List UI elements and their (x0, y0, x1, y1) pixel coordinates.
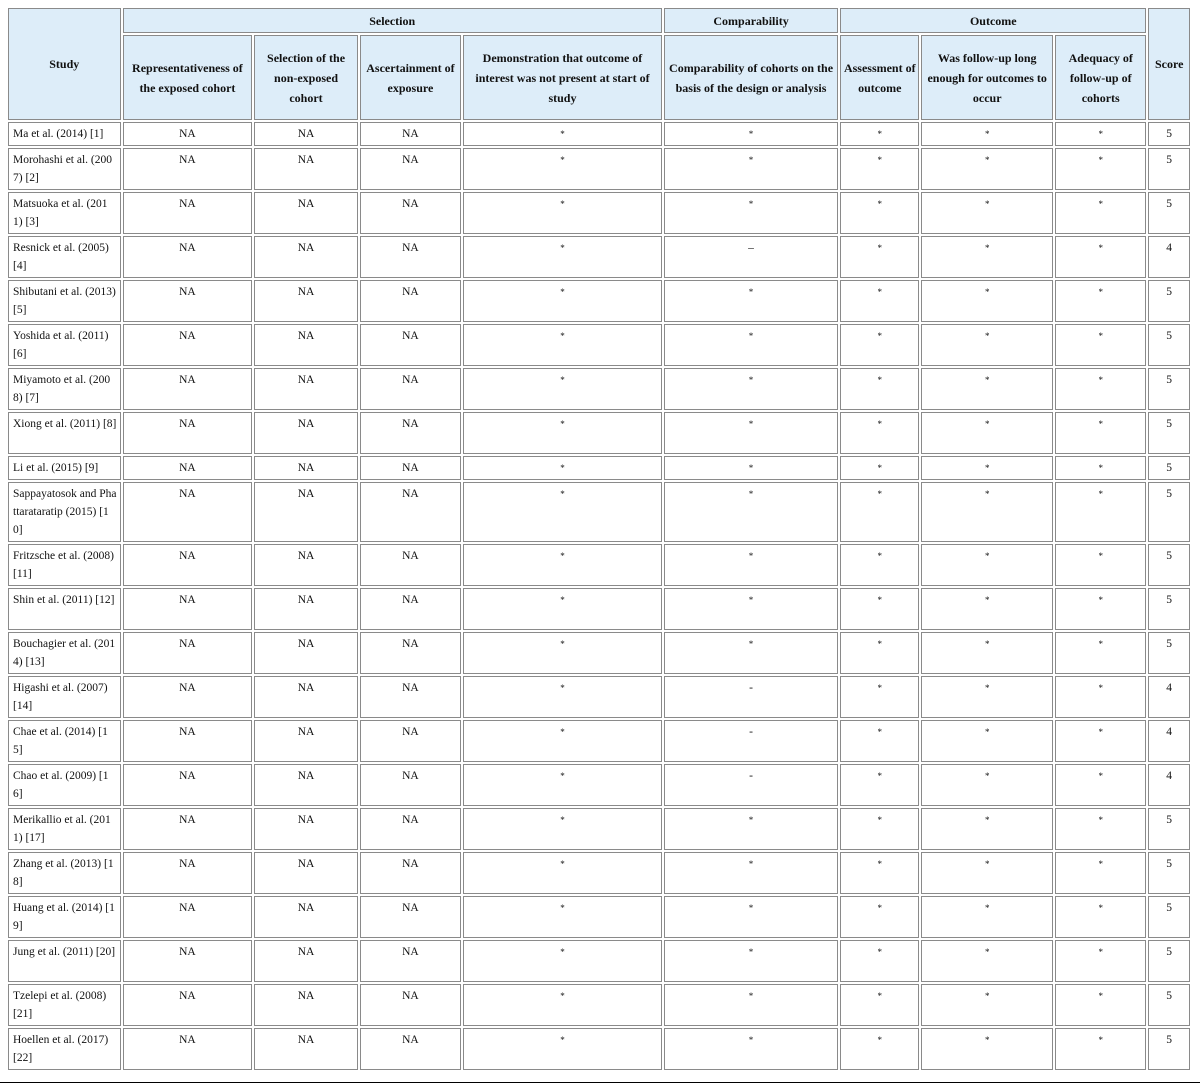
rating-cell: * (921, 280, 1053, 322)
rating-cell: NA (123, 984, 253, 1026)
study-cell: Ma et al. (2014) [1] (8, 122, 121, 146)
rating-cell: * (840, 236, 919, 278)
rating-cell: NA (123, 632, 253, 674)
rating-cell: * (463, 148, 662, 190)
rating-cell: * (463, 808, 662, 850)
rating-cell: * (1055, 368, 1146, 410)
rating-cell: NA (360, 148, 461, 190)
rating-cell: NA (123, 808, 253, 850)
rating-cell: * (463, 852, 662, 894)
rating-cell: NA (254, 632, 357, 674)
rating-cell: * (1055, 676, 1146, 718)
rating-cell: NA (123, 148, 253, 190)
rating-cell: NA (123, 482, 253, 542)
rating-cell: * (664, 368, 838, 410)
rating-cell: * (840, 192, 919, 234)
study-cell: Xiong et al. (2011) [8] (8, 412, 121, 454)
rating-cell: * (921, 676, 1053, 718)
score-cell: 5 (1148, 368, 1190, 410)
study-cell: Sappayatosok and Phattarataratip (2015) [10] (8, 482, 121, 542)
rating-cell: * (463, 122, 662, 146)
table-row (8, 544, 1190, 586)
rating-cell: * (664, 324, 838, 366)
score-cell: 5 (1148, 192, 1190, 234)
rating-cell: * (840, 456, 919, 480)
study-cell: Yoshida et al. (2011) [6] (8, 324, 121, 366)
rating-cell: * (1055, 148, 1146, 190)
score-cell: 5 (1148, 482, 1190, 542)
rating-cell: NA (254, 368, 357, 410)
rating-cell: NA (254, 482, 357, 542)
rating-cell: * (463, 236, 662, 278)
rating-cell: NA (360, 588, 461, 630)
study-cell: Shin et al. (2011) [12] (8, 588, 121, 630)
score-cell: 5 (1148, 280, 1190, 322)
table-row (8, 148, 1190, 190)
rating-cell: * (664, 148, 838, 190)
selection-group-header: Selection (123, 8, 662, 33)
score-cell: 5 (1148, 412, 1190, 454)
table-row (8, 808, 1190, 850)
rating-cell: NA (360, 544, 461, 586)
rating-cell: * (840, 324, 919, 366)
criterion-header-outcome-not-present: Demonstration that outcome of interest was not present at start of study (463, 35, 662, 120)
criterion-header-non-exposed-selection: Selection of the non-exposed cohort (254, 35, 357, 120)
rating-cell: * (664, 192, 838, 234)
study-cell: Higashi et al. (2007) [14] (8, 676, 121, 718)
rating-cell: NA (254, 676, 357, 718)
rating-cell: NA (123, 412, 253, 454)
study-cell: Hoellen et al. (2017) [22] (8, 1028, 121, 1070)
study-cell: Bouchagier et al. (2014) [13] (8, 632, 121, 674)
rating-cell: * (1055, 764, 1146, 806)
rating-cell: NA (254, 808, 357, 850)
score-cell: 4 (1148, 236, 1190, 278)
rating-cell: * (463, 764, 662, 806)
criterion-header-follow-up-length: Was follow-up long enough for outcomes to occur (921, 35, 1053, 120)
rating-cell: NA (254, 456, 357, 480)
rating-cell: NA (123, 280, 253, 322)
rating-cell: * (840, 412, 919, 454)
study-cell: Tzelepi et al. (2008) [21] (8, 984, 121, 1026)
rating-cell: * (840, 280, 919, 322)
table-row (8, 852, 1190, 894)
rating-cell: * (921, 544, 1053, 586)
score-column-header: Score (1148, 8, 1190, 120)
rating-cell: * (1055, 808, 1146, 850)
table-bottom-rule (0, 1082, 1200, 1083)
rating-cell: * (921, 764, 1053, 806)
table-row (8, 764, 1190, 806)
table-row (8, 412, 1190, 454)
rating-cell: * (463, 456, 662, 480)
study-cell: Zhang et al. (2013) [18] (8, 852, 121, 894)
rating-cell: * (664, 456, 838, 480)
rating-cell: * (1055, 984, 1146, 1026)
rating-cell: NA (360, 676, 461, 718)
study-cell: Matsuoka et al. (2011) [3] (8, 192, 121, 234)
rating-cell: - (664, 764, 838, 806)
rating-cell: NA (123, 236, 253, 278)
rating-cell: NA (123, 324, 253, 366)
rating-cell: NA (360, 720, 461, 762)
rating-cell: * (463, 984, 662, 1026)
rating-cell: * (463, 324, 662, 366)
rating-cell: * (921, 122, 1053, 146)
rating-cell: * (1055, 720, 1146, 762)
score-cell: 5 (1148, 148, 1190, 190)
rating-cell: NA (123, 720, 253, 762)
score-cell: 5 (1148, 588, 1190, 630)
rating-cell: * (921, 368, 1053, 410)
rating-cell: NA (123, 588, 253, 630)
rating-cell: NA (360, 1028, 461, 1070)
rating-cell: NA (360, 280, 461, 322)
rating-cell: * (921, 896, 1053, 938)
rating-cell: NA (360, 412, 461, 454)
rating-cell: * (921, 236, 1053, 278)
criterion-header-outcome-assessment: Assessment of outcome (840, 35, 919, 120)
rating-cell: * (921, 588, 1053, 630)
rating-cell: * (1055, 192, 1146, 234)
rating-cell: NA (360, 852, 461, 894)
rating-cell: NA (123, 896, 253, 938)
rating-cell: * (840, 808, 919, 850)
study-cell: Miyamoto et al. (2008) [7] (8, 368, 121, 410)
rating-cell: * (664, 544, 838, 586)
rating-cell: * (840, 588, 919, 630)
table-row (8, 482, 1190, 542)
rating-cell: * (921, 940, 1053, 982)
rating-cell: * (840, 148, 919, 190)
rating-cell: * (840, 368, 919, 410)
criterion-header-exposure-ascertainment: Ascertainment of exposure (360, 35, 461, 120)
score-cell: 4 (1148, 676, 1190, 718)
rating-cell: * (921, 720, 1053, 762)
rating-cell: * (840, 896, 919, 938)
study-cell: Fritzsche et al. (2008) [11] (8, 544, 121, 586)
rating-cell: * (921, 456, 1053, 480)
rating-cell: – (664, 236, 838, 278)
table-row (8, 676, 1190, 718)
rating-cell: * (921, 148, 1053, 190)
criterion-header-follow-up-adequacy: Adequacy of follow-up of cohorts (1055, 35, 1146, 120)
rating-cell: NA (254, 896, 357, 938)
rating-cell: * (921, 412, 1053, 454)
rating-cell: * (1055, 412, 1146, 454)
rating-cell: * (664, 122, 838, 146)
rating-cell: * (921, 324, 1053, 366)
rating-cell: * (1055, 324, 1146, 366)
table-row (8, 122, 1190, 146)
rating-cell: * (664, 632, 838, 674)
study-cell: Chao et al. (2009) [16] (8, 764, 121, 806)
table-row (8, 632, 1190, 674)
header-group-row (8, 8, 1190, 33)
rating-cell: NA (254, 412, 357, 454)
rating-cell: NA (123, 456, 253, 480)
rating-cell: * (1055, 1028, 1146, 1070)
study-cell: Huang et al. (2014) [19] (8, 896, 121, 938)
rating-cell: * (921, 984, 1053, 1026)
rating-cell: * (921, 852, 1053, 894)
rating-cell: NA (254, 852, 357, 894)
outcome-group-header: Outcome (840, 8, 1146, 33)
rating-cell: * (664, 808, 838, 850)
rating-cell: * (463, 482, 662, 542)
rating-cell: - (664, 676, 838, 718)
study-cell: Merikallio et al. (2011) [17] (8, 808, 121, 850)
rating-cell: NA (360, 192, 461, 234)
rating-cell: * (840, 122, 919, 146)
rating-cell: * (463, 940, 662, 982)
rating-cell: * (840, 720, 919, 762)
rating-cell: * (921, 632, 1053, 674)
rating-cell: * (840, 764, 919, 806)
rating-cell: NA (254, 588, 357, 630)
rating-cell: * (1055, 482, 1146, 542)
criterion-header-comparability: Comparability of cohorts on the basis of the design or analysis (664, 35, 838, 120)
rating-cell: NA (123, 852, 253, 894)
score-cell: 5 (1148, 896, 1190, 938)
rating-cell: NA (123, 764, 253, 806)
table-row (8, 324, 1190, 366)
rating-cell: * (664, 588, 838, 630)
rating-cell: NA (123, 368, 253, 410)
score-cell: 5 (1148, 852, 1190, 894)
rating-cell: * (664, 412, 838, 454)
study-cell: Jung et al. (2011) [20] (8, 940, 121, 982)
study-cell: Shibutani et al. (2013) [5] (8, 280, 121, 322)
rating-cell: * (463, 280, 662, 322)
rating-cell: * (463, 544, 662, 586)
study-column-header: Study (8, 8, 121, 120)
rating-cell: * (463, 192, 662, 234)
study-cell: Resnick et al. (2005) [4] (8, 236, 121, 278)
rating-cell: * (463, 676, 662, 718)
table-body (8, 122, 1190, 1070)
rating-cell: * (1055, 122, 1146, 146)
rating-cell: * (463, 588, 662, 630)
criterion-header-representativeness: Representativeness of the exposed cohort (123, 35, 253, 120)
rating-cell: NA (123, 1028, 253, 1070)
table-row (8, 896, 1190, 938)
rating-cell: NA (123, 676, 253, 718)
rating-cell: NA (360, 456, 461, 480)
rating-cell: * (664, 984, 838, 1026)
rating-cell: NA (360, 940, 461, 982)
score-cell: 5 (1148, 940, 1190, 982)
rating-cell: * (1055, 896, 1146, 938)
rating-cell: NA (254, 1028, 357, 1070)
rating-cell: * (463, 368, 662, 410)
score-cell: 5 (1148, 544, 1190, 586)
table-row (8, 940, 1190, 982)
score-cell: 5 (1148, 122, 1190, 146)
score-cell: 5 (1148, 1028, 1190, 1070)
score-cell: 5 (1148, 984, 1190, 1026)
rating-cell: * (840, 940, 919, 982)
table-row (8, 192, 1190, 234)
rating-cell: NA (360, 764, 461, 806)
quality-assessment-table (6, 6, 1192, 1072)
table-row (8, 984, 1190, 1026)
rating-cell: NA (360, 808, 461, 850)
score-cell: 4 (1148, 720, 1190, 762)
rating-cell: * (1055, 280, 1146, 322)
rating-cell: * (1055, 852, 1146, 894)
rating-cell: * (921, 808, 1053, 850)
rating-cell: * (664, 852, 838, 894)
rating-cell: * (1055, 456, 1146, 480)
study-cell: Morohashi et al. (2007) [2] (8, 148, 121, 190)
rating-cell: NA (360, 632, 461, 674)
rating-cell: NA (360, 236, 461, 278)
table-row (8, 720, 1190, 762)
rating-cell: * (664, 1028, 838, 1070)
rating-cell: * (664, 482, 838, 542)
table-row (8, 1028, 1190, 1070)
rating-cell: * (1055, 588, 1146, 630)
rating-cell: * (840, 852, 919, 894)
table-row (8, 588, 1190, 630)
rating-cell: - (664, 720, 838, 762)
rating-cell: * (664, 896, 838, 938)
rating-cell: * (463, 1028, 662, 1070)
study-cell: Chae et al. (2014) [15] (8, 720, 121, 762)
rating-cell: NA (254, 764, 357, 806)
rating-cell: * (921, 482, 1053, 542)
rating-cell: NA (123, 940, 253, 982)
rating-cell: * (840, 632, 919, 674)
table-row (8, 280, 1190, 322)
rating-cell: * (840, 1028, 919, 1070)
score-cell: 5 (1148, 456, 1190, 480)
score-cell: 5 (1148, 808, 1190, 850)
rating-cell: NA (254, 984, 357, 1026)
rating-cell: * (1055, 940, 1146, 982)
rating-cell: * (840, 482, 919, 542)
score-cell: 4 (1148, 764, 1190, 806)
rating-cell: NA (254, 192, 357, 234)
header-criteria-row (8, 35, 1190, 120)
rating-cell: NA (254, 148, 357, 190)
rating-cell: * (1055, 236, 1146, 278)
rating-cell: NA (254, 236, 357, 278)
rating-cell: NA (360, 324, 461, 366)
rating-cell: NA (254, 122, 357, 146)
rating-cell: NA (360, 368, 461, 410)
rating-cell: NA (254, 280, 357, 322)
rating-cell: * (840, 544, 919, 586)
score-cell: 5 (1148, 632, 1190, 674)
rating-cell: NA (254, 940, 357, 982)
rating-cell: NA (254, 720, 357, 762)
rating-cell: NA (360, 984, 461, 1026)
table-row (8, 236, 1190, 278)
rating-cell: * (664, 280, 838, 322)
rating-cell: NA (254, 324, 357, 366)
rating-cell: NA (254, 544, 357, 586)
rating-cell: NA (360, 122, 461, 146)
table-row (8, 456, 1190, 480)
rating-cell: * (463, 412, 662, 454)
rating-cell: NA (360, 896, 461, 938)
rating-cell: NA (123, 544, 253, 586)
rating-cell: NA (123, 192, 253, 234)
study-cell: Li et al. (2015) [9] (8, 456, 121, 480)
rating-cell: * (921, 1028, 1053, 1070)
rating-cell: * (840, 676, 919, 718)
rating-cell: * (840, 984, 919, 1026)
comparability-group-header: Comparability (664, 8, 838, 33)
rating-cell: * (1055, 632, 1146, 674)
rating-cell: * (463, 632, 662, 674)
rating-cell: * (463, 896, 662, 938)
rating-cell: NA (360, 482, 461, 542)
rating-cell: NA (123, 122, 253, 146)
table-row (8, 368, 1190, 410)
score-cell: 5 (1148, 324, 1190, 366)
rating-cell: * (921, 192, 1053, 234)
rating-cell: * (664, 940, 838, 982)
rating-cell: * (1055, 544, 1146, 586)
rating-cell: * (463, 720, 662, 762)
